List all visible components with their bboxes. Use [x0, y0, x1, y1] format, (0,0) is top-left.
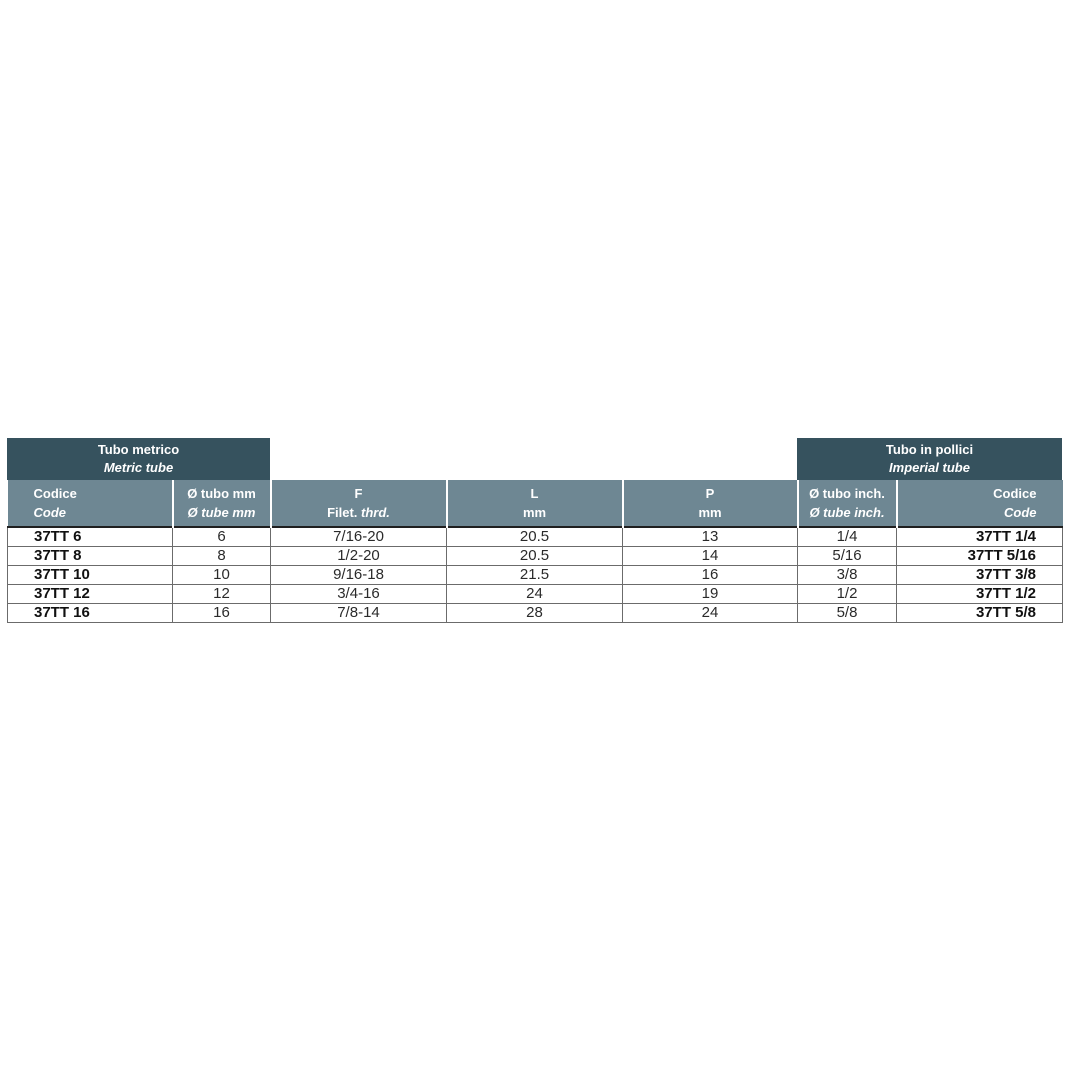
- col-header-l: [447, 480, 623, 527]
- col-header-label-it: Ø tubo inch.: [809, 486, 885, 501]
- cell-l: 20.5: [447, 547, 623, 566]
- table-row: [8, 527, 1063, 547]
- cell-tube-inch: 1/2: [798, 585, 897, 604]
- table-row: [8, 547, 1063, 566]
- cell-code-imperial: 37TT 5/16: [897, 547, 1063, 566]
- metric-tube-label-it: Tubo metrico: [97, 442, 180, 457]
- cell-code-imperial: 37TT 1/4: [897, 527, 1063, 547]
- spec-table-body: [8, 527, 1063, 623]
- col-header-label-en: Code: [33, 505, 66, 520]
- col-header-thread: [271, 480, 447, 527]
- col-header-label-it: Codice: [993, 486, 1037, 501]
- col-header-code-imperial: [897, 480, 1063, 527]
- col-header-tube-inch: [798, 480, 897, 527]
- imperial-tube-label-it: Tubo in pollici: [885, 442, 974, 457]
- cell-p: 19: [623, 585, 798, 604]
- spec-table: [7, 480, 1063, 623]
- col-header-label-it: F: [354, 486, 363, 501]
- table-row: [8, 585, 1063, 604]
- cell-p: 24: [623, 604, 798, 623]
- col-header-tube-mm: [173, 480, 271, 527]
- cell-l: 28: [447, 604, 623, 623]
- cell-code-metric: 37TT 6: [8, 527, 173, 547]
- col-header-label-it: Ø tubo mm: [187, 486, 256, 501]
- cell-p: 16: [623, 566, 798, 585]
- group-header-row: [7, 438, 1062, 480]
- cell-tube-mm: 16: [173, 604, 271, 623]
- col-header-label-en: Ø tube inch.: [809, 505, 885, 520]
- cell-thread: 7/16-20: [271, 527, 447, 547]
- col-header-label-thrd: thrd.: [361, 505, 390, 520]
- metric-tube-label-en: Metric tube: [103, 460, 174, 475]
- cell-tube-inch: 5/8: [798, 604, 897, 623]
- metric-tube-group-header: [7, 438, 270, 480]
- col-header-label-it: L: [530, 486, 539, 501]
- col-header-label-it: P: [705, 486, 715, 501]
- cell-code-imperial: 37TT 3/8: [897, 566, 1063, 585]
- cell-code-metric: 37TT 12: [8, 585, 173, 604]
- col-header-label-unit: mm: [522, 505, 547, 520]
- cell-tube-mm: 12: [173, 585, 271, 604]
- cell-l: 21.5: [447, 566, 623, 585]
- col-header-p: [623, 480, 798, 527]
- cell-tube-mm: 8: [173, 547, 271, 566]
- cell-code-metric: 37TT 10: [8, 566, 173, 585]
- column-header-row: [8, 480, 1063, 527]
- cell-thread: 1/2-20: [271, 547, 447, 566]
- col-header-label-en: Ø tube mm: [187, 505, 256, 520]
- cell-p: 14: [623, 547, 798, 566]
- cell-code-imperial: 37TT 1/2: [897, 585, 1063, 604]
- imperial-tube-group-header: [797, 438, 1062, 480]
- cell-p: 13: [623, 527, 798, 547]
- table-row: [8, 566, 1063, 585]
- table-row: [8, 604, 1063, 623]
- cell-code-metric: 37TT 8: [8, 547, 173, 566]
- cell-tube-mm: 10: [173, 566, 271, 585]
- cell-thread: 9/16-18: [271, 566, 447, 585]
- cell-thread: 3/4-16: [271, 585, 447, 604]
- imperial-tube-label-en: Imperial tube: [889, 460, 970, 475]
- cell-l: 20.5: [447, 527, 623, 547]
- col-header-label-en: Code: [1004, 505, 1037, 520]
- cell-tube-inch: 5/16: [798, 547, 897, 566]
- cell-code-imperial: 37TT 5/8: [897, 604, 1063, 623]
- cell-tube-inch: 3/8: [798, 566, 897, 585]
- col-header-code-metric: [8, 480, 173, 527]
- col-header-label-unit: mm: [698, 505, 722, 520]
- spec-table-container: [7, 438, 1062, 623]
- cell-code-metric: 37TT 16: [8, 604, 173, 623]
- col-header-label-it: Codice: [33, 486, 77, 501]
- cell-tube-inch: 1/4: [798, 527, 897, 547]
- cell-tube-mm: 6: [173, 527, 271, 547]
- col-header-label-filet: Filet.: [327, 505, 358, 520]
- cell-thread: 7/8-14: [271, 604, 447, 623]
- cell-l: 24: [447, 585, 623, 604]
